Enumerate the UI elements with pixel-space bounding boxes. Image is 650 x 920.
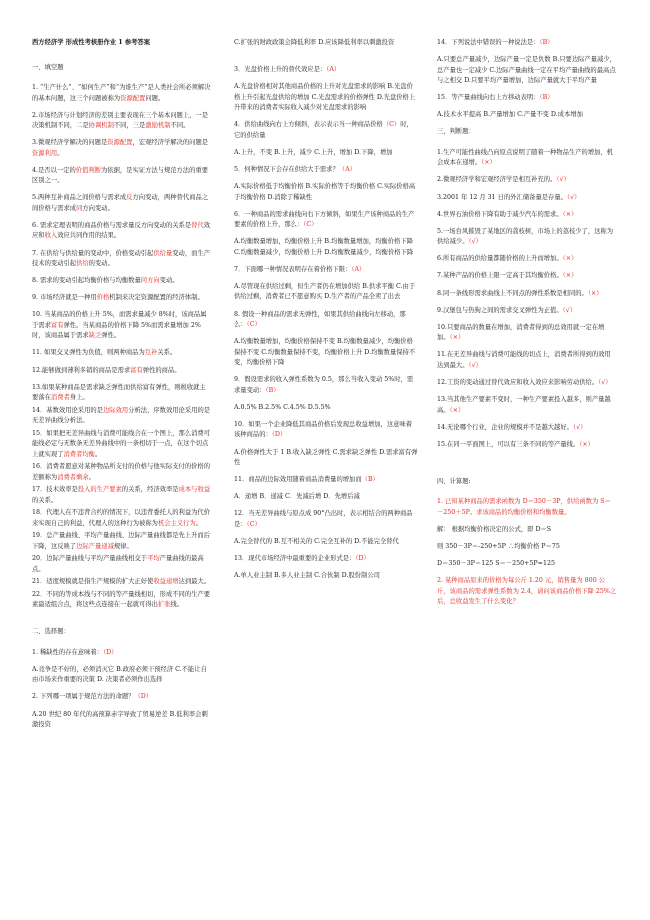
fill-q22: 22．不同的等成本线与不同的等产量线相切，形成不同的生产要素最适组合点，将这些点连接在一起就可得出扩张线。	[32, 590, 211, 609]
section-calculation: 四、计算题:	[437, 477, 471, 485]
mc-q1: 1. 稀缺性的存在意味着：（D）	[32, 648, 118, 656]
fill-q10: 10. 当某商品的价格上升 5%，而需求量减少 8%时，该商品属于需求富有弹性。当某商品的价格下降 5%而需求量增加 2%时，该商品属于需求缺乏弹性。	[32, 311, 207, 340]
calc-q1: 1. 已知某种商品的需求函数为 D＝350－3P，供给函数为 S＝－250＋5P。求该商品的均衡价格和均衡数量。	[437, 498, 611, 516]
mc-q5: 5．何种情况下会存在供给大于需求？（A）	[234, 165, 356, 173]
tf-item: 8.同一条线形需求曲线上不同点的弹性系数是相同的。（×）	[437, 289, 603, 297]
doc-title: 西方经济学 形成性考核册作业 1 参考答案	[32, 39, 151, 46]
mc-q12-options: A.完全替代的 B.互不相关的 C.完全互补的 D.不能完全替代	[234, 537, 399, 545]
section-choice: 二、选择题：	[32, 628, 70, 636]
fill-q4: 4.是否以一定的价值判断为依据，是实证方法与规范方法的重要区别之一。	[32, 166, 209, 185]
fill-q15: 15．如果把无差异曲线与消费可能线合在一个图上，那么消费可能线必定与无数条无差异曲线中的一条相切于一点，在这个切点上就实现了消费者均衡。	[32, 429, 211, 458]
calc-q1-solution-3: D＝350－3P＝125 S＝－250+5P=125	[437, 560, 555, 568]
mc-q13-options: A.单人业主制 B.多人业主制 C.合伙制 D.股份制公司	[234, 572, 380, 580]
mc-q2-options: A.20 世纪 80 年代的高预算赤字导致了贸易逆差 B.低利率会刺激投资	[32, 710, 208, 728]
mc-q5-options: A.实际价格低于均衡价格 B.实际价格等于均衡价格 C.实际价格高于均衡价格 D.消除了稀缺性	[234, 183, 416, 201]
tf-item: 5.一场台风摧毁了某地区的荔枝树，市场上的荔枝少了，这称为供给减少。（√）	[437, 227, 614, 246]
tf-item: 1.生产可能性曲线凸向原点说明了随着一种物品生产的增加，机会成本在递增。（×）	[437, 148, 614, 167]
mc-q12: 12．当无差异曲线与原点成 90°凸出时，表示相结合的两种商品是：（C）	[234, 510, 413, 528]
mc-q14: 14．下列说法中错误的一种说法是：（B）	[437, 39, 554, 46]
mc-q3-options: A.光盘价格相对其他商品价格的上升对光盘需求的影响 B.光盘价格上升引起光盘供给的增加 C.光盘需求的价格弹性 D.光盘价格上升带来的消费者实际收入减少对光盘需求的影响	[234, 83, 416, 112]
tf-item: 3.2001 年 12 月 31 日的外汇储备量是存量。（√）	[437, 193, 581, 201]
mc-q4: 4．供给曲线向右上方倾斜，表示表示当一种商品价格（C）时，它的供给量	[234, 121, 413, 139]
tf-item: 15.在同一平面图上，可以有三条不同的等产量线。（×）	[437, 440, 594, 448]
fill-q16: 16．消费者愿意对某种物品所支付的价格与他实际支付的价格的差额称为消费者剩余。	[32, 463, 211, 481]
column-left	[32, 38, 212, 737]
section-fill-in: 一、填空题	[32, 63, 64, 71]
tf-item: 4.世界石油价格下降有助于减少汽车的需求。（×）	[437, 210, 578, 218]
fill-q1: 1. “生产什么”、“如何生产”和“为谁生产”是人类社会所必须解决的基本问题，这三个问题被称为资源配置问题。	[32, 84, 211, 102]
mc-q7: 7．下面哪一种情况表明存在着价格下限：（A）	[234, 265, 366, 273]
fill-q18: 18．代理人在不违背合约的情况下，以违背委托人的利益为代价来实现自己的利益，代理人的这种行为被称为机会主义行为。	[32, 509, 211, 527]
fill-q12: 12.能够做到薄利多销的商品是需求富有弹性的商品。	[32, 366, 181, 374]
tf-item: 7.某种产品的价格上限一定高于其均衡价格。（×）	[437, 272, 578, 280]
fill-q8: 8. 需求的变动引起均衡价格与均衡数量同方向变动。	[32, 277, 179, 285]
calc-q1-solution-1: 解： 根据均衡价格决定的公式，即 D＝S	[437, 525, 552, 533]
fill-q13: 13.如果某种商品是需求缺乏弹性而供给富有弹性，则税收就主要落在消费者身上。	[32, 383, 206, 402]
mc-q11: 11．商品的边际效用随着商品消费量的增加而（B）	[234, 476, 379, 484]
mc-q9-options: A.0.5% B.2.5% C.4.5% D.5.5%	[234, 403, 331, 411]
mc-q10: 10．如果一个企业降低其商品价格后发现总收益增加，这意味着该种商品的：（D）	[234, 420, 413, 439]
fill-q11: 11. 如果交叉弹性为负值，则两种商品为互补关系。	[32, 349, 177, 357]
mc-q7-options: A.尽管现在供给过剩，但生产者仍在增加供给 B.供求平衡 C.由于供给过剩，消费者已不愿意购买 D.生产者的产品全卖了出去	[234, 282, 416, 301]
fill-q9: 9. 市场经济就是一种用价格机制来决定资源配置的经济体制。	[32, 294, 204, 302]
mc-q8-options: A.均衡数量增加，均衡价格保持不变 B.均衡数量减少，均衡价格保持不变 C.均衡数量保持不变，均衡价格上升 D.均衡数量保持不变，均衡价格下降	[234, 338, 416, 367]
tf-item: 10.只要商品的数量在增加，消费者得到的总效用就一定在增加。（×）	[437, 323, 605, 342]
tf-item: 14.无论哪个行业，企业的规模并不是越大越好。（√）	[437, 423, 587, 431]
mc-q6-options: A.均衡数量增加，均衡价格上升 B.均衡数量增加，均衡价格下降 C.均衡数量减少，均衡价格上升 D.均衡数量减少，均衡价格下降	[234, 238, 414, 256]
fill-q2: 2.市场经济与计划经济的差别主要表现在三个基本问题上，一是决策机制不同，二是协调机制不同，三是激励机制不同。	[32, 111, 209, 130]
fill-q6: 6. 需求定理表明的商品价格与需求量反方向变动的关系是替代效应和收入效应共同作用的结果。	[32, 221, 211, 240]
fill-q5: 5.两种互补商品之间价格与需求成反方向变动，两种替代商品之间价格与需求成同方向变动。	[32, 194, 209, 212]
mc-q13: 13．现代市场经济中最重要的企业形式是：（D）	[234, 554, 370, 562]
calc-q2: 2. 某种商品原来的价格为每公斤 1.20 元，销售量为 800 公斤，该商品的需求弹性系数为 2.4，请问该商品价格下降 25%之后，总收益发生了什么变化？	[437, 577, 617, 606]
tf-item: 9.汉堡包与热狗之间的需求交叉弹性为正值。（√）	[437, 306, 577, 314]
fill-q20: 20．边际产量曲线与平均产量曲线相交于平均产量曲线的最高点。	[32, 555, 204, 573]
fill-q17: 17．技术效率是投入的生产要素的关系，经济效率是成本与收益的关系。	[32, 486, 211, 504]
tf-item: 13.当其他生产要素不变时，一种生产要素投入越多，则产量越高。（×）	[437, 396, 611, 414]
mc-q3: 3．光盘价格上升的替代效应是：（A）	[234, 66, 341, 74]
mc-q9: 9．假设需求的收入弹性系数为 0.5，那么当收入变动 5%时，需求量变动：（B）	[234, 376, 414, 394]
column-right	[437, 38, 617, 614]
fill-q19: 19．总产量曲线、平均产量曲线、边际产量曲线都是先上升而后下降，这反映了边际产量递减规律。	[32, 532, 211, 550]
section-true-false: 三，判断题：	[437, 128, 475, 136]
mc-q15-options: A.技术水平提高 B.产量增加 C.产量不变 D.成本增加	[437, 111, 583, 119]
mc-q10-options: A.价格弹性大于 1 B.收入缺乏弹性 C.需求缺乏弹性 D.需求富有弹性	[234, 448, 418, 466]
fill-q3: 3.微观经济学解决的问题是资源配置，宏观经济学解决的问题是资源利用。	[32, 139, 209, 157]
mc-q2: 2. 下列哪一项属于规范方法的命题？（D）	[32, 693, 153, 701]
calc-q1-solution-2: 则 350－3P＝-250+5P ∴均衡价格 P＝75	[437, 542, 560, 550]
fill-q21: 21．适度规模就是指生产规模的扩大正好使收益递增达到最大。	[32, 578, 211, 586]
mc-q8: 8. 假设一种商品的需求无弹性，如果其供给曲线向左移动，那么：（C）	[234, 310, 406, 329]
tf-item: 12.工资的变动通过替代效应和收入效应来影响劳动供给。（√）	[437, 378, 612, 386]
mc-q6: 6．一种商品的需求曲线向右下方倾斜，如果生产该种商品的生产要素的价格上升，那么：（C）	[234, 210, 415, 229]
mc-q4-options: A.上升，不变 B.上升，减少 C.上升，增加 D.下降，增加	[234, 148, 393, 156]
mc-q1-options: A.竞争是不好的，必须消灭它 B.政府必须干预经济 C.不能让自由市场来作重要的决策 D. 决策者必须作出选择	[32, 665, 207, 684]
mc-q14-options: A.只要总产量减少，边际产量一定是负数 B.只要边际产量减少，总产量也一定减少 C.边际产量曲线一定在平均产量曲线的最高点与之相交 D.只要平均产量增加，边际产量就大于平均产量	[437, 56, 616, 85]
fill-q14: 14．基数效用论采用的是边际效用分析法，序数效用论采用的是无差异曲线分析法。	[32, 406, 211, 425]
mc-q11-options: A．递增 B．递减 C．先减后增 D．先增后减	[234, 493, 360, 501]
mc-q15: 15．等产量曲线向右上方移动表明：（B）	[437, 94, 554, 102]
tf-item: 11.在无差异曲线与消费可能线的切点上，消费者所得到的效用达到最大。（√）	[437, 351, 611, 369]
column-middle	[234, 38, 418, 588]
tf-item: 6.所有商品的供给量都随价格的上升而增加。（×）	[437, 255, 578, 263]
tf-item: 2.微观经济学和宏观经济学是相互补充的。（√）	[437, 176, 570, 184]
mc-q2-options-cont: C.扩张的财政政策会降低利率 D.应该降低利率以刺激投资	[234, 39, 395, 46]
fill-q7: 7. 在供给与供给量的变动中，价格变动引起供给量变动，而生产技术的变动引起供给的变动。	[32, 249, 211, 268]
